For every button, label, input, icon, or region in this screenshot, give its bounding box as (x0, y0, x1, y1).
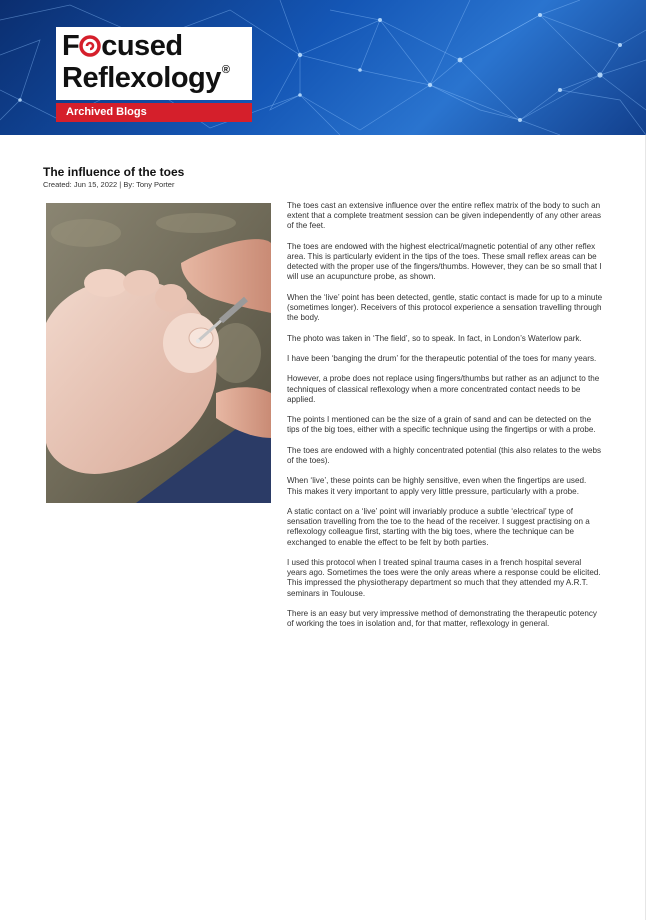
post-meta: Created: Jun 15, 2022 | By: Tony Porter (43, 180, 175, 189)
article-paragraph: A static contact on a ‘live’ point will invariably produce a subtle ‘electrical’ type of sensation travelling from the toe to the head of the receiver. I suggest practising on a reflexology colleague first, starting with the big toes, where the technique can be exchanged to enable the effect to be felt by both parties. (287, 506, 590, 547)
article-body (287, 201, 603, 640)
header-banner (0, 0, 646, 135)
article-paragraph: When the ‘live’ point has been detected, gentle, static contact is made for up to a minute (sometimes longer). Receivers of this protocol experience a sensation travelling through the body. (287, 292, 603, 323)
article-paragraph: There is an easy but very impressive method of demonstrating the therapeutic potency of working the toes in isolation and, for that matter, reflexology in general. (287, 608, 597, 629)
article-paragraph: However, a probe does not replace using fingers/thumbs but rather as an adjunct to the techniques of classical reflexology when a more concentrated contact needs to be applied. (287, 374, 600, 404)
post-photo (46, 203, 271, 503)
article-paragraph: I used this protocol when I treated spinal trauma cases in a french hospital several years ago. Sometimes the toes were the only areas where a response could be elicited. This impressed the physiotherapy department so much that they attended my A.R.T. seminars in Toulouse. (287, 557, 601, 598)
brand-logo[interactable] (56, 27, 252, 100)
spiral-o-icon (79, 35, 101, 57)
article-paragraph: The points I mentioned can be the size of a grain of sand and can be detected on the tips of the big toes, either with a specific technique using the fingertips or with a probe. (287, 415, 596, 435)
post-title: The influence of the toes (43, 165, 185, 179)
article-paragraph: The toes are endowed with the highest electrical/magnetic potential of any other reflex area. This is particularly evident in the tips of the toes. These small reflex areas can be detected with the proper use of the fingers/thumbs. However, they can be so small that I will use an acupuncture probe, as shown. (287, 241, 602, 282)
article-paragraph: The photo was taken in ‘The field’, so to speak. In fact, in London’s Waterlow park. (287, 333, 582, 343)
article-paragraph: When ‘live’, these points can be highly sensitive, even when the fingertips are used. This makes it very important to apply very little pressure, particularly with a probe. (287, 476, 587, 496)
article-paragraph: The toes cast an extensive influence over the entire reflex matrix of the body to such an extent that a complete treatment session can be given independently of any other areas of the feet. (287, 201, 602, 231)
toe-probe-photo (46, 203, 271, 503)
article-paragraph: I have been ‘banging the drum’ for the therapeutic potential of the toes for many years. (287, 353, 597, 363)
logo-text-line1: F cused (62, 30, 183, 62)
logo-text-line2: Reflexology® (62, 62, 230, 94)
archived-blogs-link[interactable]: Archived Blogs (56, 103, 252, 122)
article-paragraph: The toes are endowed with a highly concentrated potential (this also relates to the webs of the toes). (287, 445, 602, 465)
